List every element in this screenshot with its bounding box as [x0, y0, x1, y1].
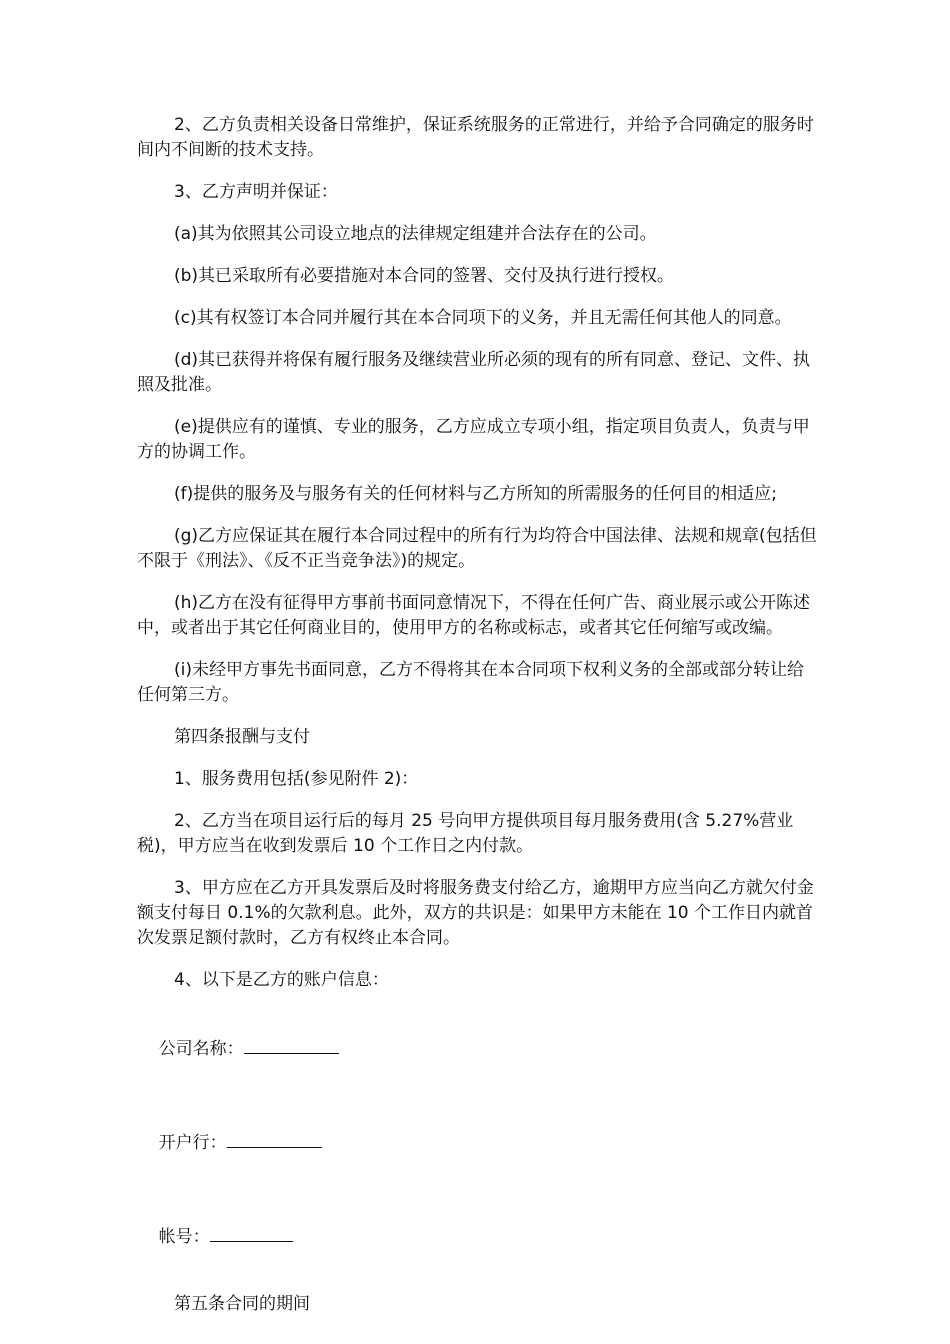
paragraph-clause-c: (c)其有权签订本合同并履行其在本合同项下的义务，并且无需任何其他人的同意。 [174, 308, 792, 328]
document-page [137, 113, 817, 1334]
paragraph-clause-h: (h)乙方在没有征得甲方事前书面同意情况下，不得在任何广告、商业展示或公开陈述中，或者出于其它任何商业目的，使用甲方的名称或标志，或者其它任何缩写或改编。 [137, 593, 811, 638]
paragraph-clause-g: (g)乙方应保证其在履行本合同过程中的所有行为均符合中国法律、法规和规章(包括但不限于《刑法》、《反不正当竞争法》)的规定。 [137, 526, 817, 571]
paragraph-clause-b: (b)其已采取所有必要措施对本合同的签署、交付及执行进行授权。 [174, 266, 675, 286]
section4-title: 第四条报酬与支付 [174, 727, 310, 747]
paragraph-clause-d: (d)其已获得并将保有履行服务及继续营业所必须的现有的所有同意、登记、文件、执照及批准。 [137, 350, 811, 395]
company-name-blank [244, 1035, 339, 1054]
section5-title: 第五条合同的期间 [174, 1294, 310, 1314]
bank-label: 开户行： [158, 1133, 227, 1153]
paragraph-payment-terms: 3、甲方应在乙方开具发票后及时将服务费支付给乙方，逾期甲方应当向乙方就欠付金额支付每日 0.1%的欠款利息。此外，双方的共识是：如果甲方未能在 10 个工作日内就首次发票足额付款时，乙方有权终止本合同。 [137, 878, 814, 948]
paragraph-clause-a: (a)其为依照其公司设立地点的法律规定组建并合法存在的公司。 [174, 224, 657, 244]
paragraph-declaration-heading: 3、乙方声明并保证： [174, 182, 338, 202]
paragraph-monthly-invoice: 2、乙方当在项目运行后的每月 25 号向甲方提供项目每月服务费用(含 5.27%营业税)，甲方应当在收到发票后 10 个工作日之内付款。 [137, 811, 794, 856]
company-name-line [137, 1010, 817, 1087]
bank-line [137, 1104, 817, 1181]
paragraph-account-info-heading: 4、以下是乙方的账户信息： [174, 970, 389, 990]
company-name-label: 公司名称： [158, 1039, 244, 1059]
bank-blank [227, 1129, 322, 1148]
paragraph-clause-f: (f)提供的服务及与服务有关的任何材料与乙方所知的所需服务的任何目的相适应; [174, 484, 777, 504]
paragraph-fee-scope: 1、服务费用包括(参见附件 2)： [174, 769, 419, 789]
account-number-label: 帐号： [158, 1227, 210, 1247]
paragraph-clause-e: (e)提供应有的谨慎、专业的服务，乙方应成立专项小组，指定项目负责人，负责与甲方的协调工作。 [137, 417, 810, 462]
account-number-line [137, 1198, 817, 1275]
account-number-blank [210, 1223, 293, 1242]
paragraph-clause-i: (i)未经甲方事先书面同意，乙方不得将其在本合同项下权利义务的全部或部分转让给任何第三方。 [137, 660, 804, 705]
paragraph-maintenance: 2、乙方负责相关设备日常维护，保证系统服务的正常进行，并给予合同确定的服务时间内不间断的技术支持。 [137, 115, 814, 160]
